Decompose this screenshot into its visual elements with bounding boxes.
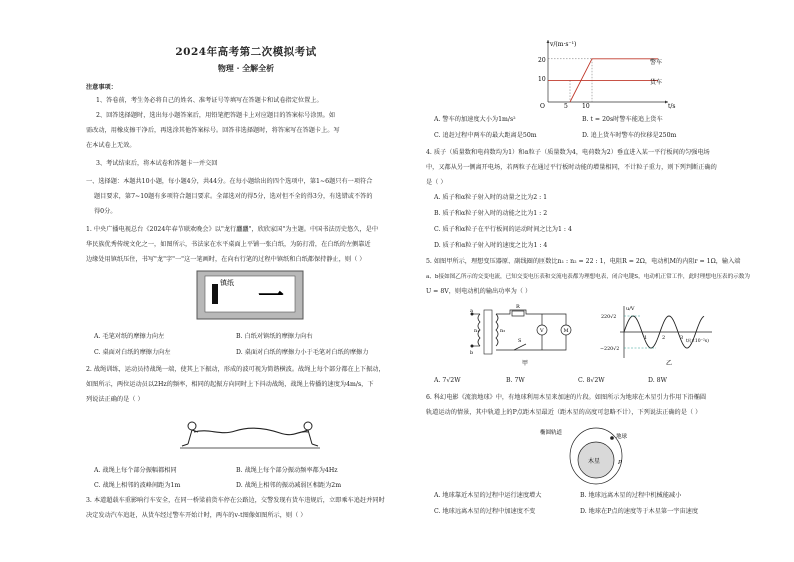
core xyxy=(484,310,492,354)
jupiter-label: 木星 xyxy=(588,458,601,465)
rope xyxy=(194,428,308,435)
motor-label: M xyxy=(563,328,569,334)
battle-rope-figure xyxy=(180,414,320,456)
paperweight-label: 镇纸 xyxy=(220,279,234,287)
section-text: 题目要求，第7~10题有多项符合题目要求。全部选对的得5分，选对但不全的得3分，有选错或不答的 xyxy=(94,193,373,200)
label-r: R xyxy=(516,304,520,310)
notes-heading: 注意事项： xyxy=(86,84,117,91)
option-b[interactable]: B. t = 20s时警车能追上货车 xyxy=(582,116,663,123)
option-d[interactable]: D. 地球在P点的速度等于木星第一宇宙速度 xyxy=(580,508,699,515)
question-6-stem: 轨道运动的情景，其中轨道上的P点距木星最近（距木星的高度可忽略不计），下列说法正确的是（ ） xyxy=(426,409,702,416)
figure-b-label: 乙 xyxy=(666,360,673,367)
option-d[interactable]: D. 桌面对白纸的摩擦力小于毛笔对白纸的摩擦力 xyxy=(236,349,369,356)
option-c[interactable]: C. 质子和α粒子在平行板间的运动时间之比为1 : 4 xyxy=(434,226,572,233)
athlete-left-body xyxy=(182,430,198,446)
option-b[interactable]: B. 战绳上每个部分振动频率都为4Hz xyxy=(236,467,338,474)
orbit-label: 椭圆轨道 xyxy=(540,430,563,436)
option-d[interactable]: D. 质子和α粒子射入时的速度之比为1 : 4 xyxy=(434,242,548,249)
orbit-figure xyxy=(538,424,638,490)
y-tick-label: 20 xyxy=(538,57,546,64)
t-tick: 1 xyxy=(644,335,648,341)
question-6-stem: 6. 科幻电影《流浪地球》中，有地球利用木星来加速的片段。如图所示为地球在木星引力作用下沿椭圆 xyxy=(426,394,707,401)
question-4-stem: 是（ ） xyxy=(426,179,447,186)
legend-police: 警车 xyxy=(650,59,663,66)
option-b[interactable]: B. 白纸对镇纸的摩擦力向右 xyxy=(236,333,313,340)
question-1-stem: 华民族优秀传统文化之一，如图所示，书法家在水平桌面上平铺一张白纸，为防打滑，在白纸的左侧靠近 xyxy=(86,241,371,248)
voltmeter-label: V xyxy=(540,328,544,334)
question-2-stem: 列说法正确的是（ ） xyxy=(86,396,144,403)
label-b: b xyxy=(470,350,474,356)
brush-stroke: 一 xyxy=(258,282,285,312)
x-axis-label: t/s xyxy=(668,103,676,110)
option-c[interactable]: C. 地球远离木星的过程中加速度不变 xyxy=(434,508,536,515)
transformer-circuit xyxy=(470,302,580,368)
earth xyxy=(610,436,614,440)
y-tick-label: 10 xyxy=(538,76,546,83)
option-a[interactable]: A. 7√2W xyxy=(434,377,461,384)
note-line: 1、答卷前，考生务必将自己的姓名、准考证号等填写在答题卡和试卷指定位置上。 xyxy=(96,97,323,104)
label-n1: n₁ xyxy=(474,328,480,334)
note-line: 2、回答选择题时，选出每小题答案后，用铅笔把答题卡上对应题目的答案标号涂黑。如 xyxy=(96,112,336,119)
origin-label: O xyxy=(540,103,545,110)
page-title: 2024年高考第二次模拟考试 xyxy=(175,46,317,58)
chart-marks xyxy=(548,59,658,102)
label-n2: n₂ xyxy=(500,328,506,334)
question-3-stem: 决定发动汽车追赶，从货车经过警车开始计时，两车的v-t图像如图所示，则（ ） xyxy=(86,512,307,519)
option-b[interactable]: B. 7W xyxy=(506,377,525,384)
earth-label: 地球 xyxy=(616,434,628,440)
chart-axes xyxy=(547,40,669,104)
x-tick-label: 10 xyxy=(582,103,590,110)
t-axis-label: t/(×10⁻²s) xyxy=(686,339,709,344)
option-c[interactable]: C. 追赶过程中两车的最大距离是50m xyxy=(434,132,537,139)
note-line: 在本试卷上无效。 xyxy=(86,142,136,149)
note-line: 3、考试结束后，将本试卷和答题卡一并交回 xyxy=(96,160,218,167)
u-trough-label: −220√2 xyxy=(600,347,620,352)
resistor xyxy=(512,311,524,316)
question-2-stem: 如图所示，两位运动员以2Hz的频率，相同的起振方向同时上下抖动战绳，战绳上传播的速度为4m/s，下 xyxy=(86,381,374,388)
page-subtitle: 物理 · 全解全析 xyxy=(217,63,275,73)
option-d[interactable]: D. 8W xyxy=(648,377,667,384)
athlete-left-head xyxy=(188,422,196,430)
switch xyxy=(514,344,526,350)
y-axis-label: v/(m·s⁻¹) xyxy=(550,41,577,48)
option-a[interactable]: A. 质子和α粒子射入时的动量之比为2 : 1 xyxy=(434,194,548,201)
option-a[interactable]: A. 警车的加速度大小为1m/s² xyxy=(434,116,516,123)
switch-label: S xyxy=(518,338,522,344)
vt-chart xyxy=(536,38,686,114)
t-tick: 3 xyxy=(680,335,684,341)
option-a[interactable]: A. 战绳上每个部分振幅都相同 xyxy=(94,467,177,474)
secondary-loop xyxy=(496,310,566,350)
section-text: 一、选择题：本题共10小题，每小题4分，共44分。在每小题给出的四个选项中，第1~6题只有一项符合 xyxy=(86,178,373,185)
point-p-label: P xyxy=(618,460,622,466)
option-a[interactable]: A. 毛笔对纸的摩擦力向左 xyxy=(94,333,165,340)
note-line: 需改动，用橡皮擦干净后，再选涂其他答案标号。回答非选择题时，将答案写在答题卡上。写 xyxy=(86,127,340,134)
legend-truck: 货车 xyxy=(650,79,663,86)
u-peak-label: 220√2 xyxy=(601,315,617,320)
option-c[interactable]: C. 战绳上相邻的波峰间距为1m xyxy=(94,482,181,489)
u-axis-label: u/V xyxy=(626,306,635,312)
option-d[interactable]: D. 战绳上相邻的振动减弱区相距为2m xyxy=(236,482,342,489)
option-c[interactable]: C. 桌面对白纸的摩擦力向左 xyxy=(94,349,171,356)
athlete-right-body xyxy=(302,430,318,446)
figure-a-label: 甲 xyxy=(522,360,529,367)
calligraphy-figure xyxy=(196,270,306,322)
label-a: a xyxy=(470,308,473,314)
option-a[interactable]: A. 地球靠近木星的过程中运行速度增大 xyxy=(434,492,542,499)
question-5-stem: a、b接如图乙所示的交变电流，已知交变电压表和交流电表都为理想电表，闭合电键S，电动机正常工作，此时理想电压表的示数为 xyxy=(426,274,750,280)
secondary-coil xyxy=(496,314,498,346)
x-tick-label: 5 xyxy=(564,103,568,110)
question-5-stem: 5. 如图甲所示，理想变压器原、副线圈的匝数比n₁ : n₂ = 22 : 1，电阻R = 2Ω，电动机M的内阻r = 1Ω，输入端 xyxy=(426,258,741,265)
question-1-stem: 边缘处用镇纸压住，书写"龙"字"一"这一笔画时，在向右行笔的过程中镇纸和白纸都保持静止，则（ ） xyxy=(86,256,366,263)
athlete-right-head xyxy=(304,422,312,430)
voltage-waveform xyxy=(600,302,720,368)
question-2-stem: 2. 战绳训练，运动员持战绳一端，使其上下振动，形成的波可视为简谐横波。战绳上每个部分都在上下振动， xyxy=(86,366,385,373)
question-3-stem: 3. 本道超载车重影响行车安全，在同一桥梁前货车停在公路边，交警发现有货车违规后，立即乘车追赶并同时 xyxy=(86,497,385,504)
question-5-stem: U = 8V，则电动机的输出功率为（ ） xyxy=(426,288,532,295)
option-c[interactable]: C. 8√2W xyxy=(578,377,605,384)
question-1-stem: 1. 中央广播电视总台《2024年春节联欢晚会》以"龙行龘龘"，欣欣家国"为主题。中国书法历史悠久，是中 xyxy=(86,226,379,233)
paperweight xyxy=(212,284,218,304)
option-b[interactable]: B. 质子和α粒子射入时的动能之比为1 : 2 xyxy=(434,210,548,217)
terminal-b xyxy=(471,345,474,348)
question-4-stem: 4. 质子（质量数和电荷数均为1）和α粒子（质量数为4，电荷数为2）垂直进入某一平行板间的匀强电场 xyxy=(426,149,710,156)
question-4-stem: 中，又都从另一侧离开电场，若两粒子在通过平行板时动能的增量相同，不计粒子重力，则下列判断正确的 xyxy=(426,164,717,171)
option-b[interactable]: B. 地球远离木星的过程中机械能减小 xyxy=(580,492,682,499)
section-text: 得0分。 xyxy=(94,208,117,215)
t-tick: 2 xyxy=(662,335,666,341)
option-d[interactable]: D. 追上货车时警车的位移是250m xyxy=(582,132,677,139)
